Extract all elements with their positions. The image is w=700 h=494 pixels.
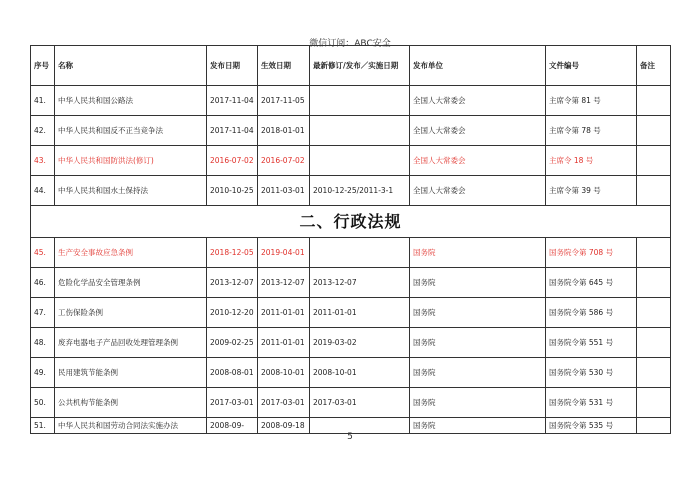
cell-doc-no: 主席令第 78 号 [546, 116, 637, 146]
cell-revised: 2011-01-01 [310, 298, 410, 328]
cell-effective: 2011-01-01 [258, 298, 310, 328]
law-table [30, 45, 671, 434]
col-header-no: 序号 [31, 46, 55, 86]
cell-note [637, 268, 671, 298]
cell-issuer: 国务院 [410, 328, 546, 358]
cell-doc-no: 主席令第 39 号 [546, 176, 637, 206]
cell-revised [310, 116, 410, 146]
cell-publish: 2009-02-25 [207, 328, 258, 358]
cell-note [637, 358, 671, 388]
cell-doc-no: 国务院令第 645 号 [546, 268, 637, 298]
cell-effective: 2017-11-05 [258, 86, 310, 116]
cell-issuer: 全国人大常委会 [410, 176, 546, 206]
col-header-revised-date: 最新修订/发布／实施日期 [310, 46, 410, 86]
cell-note [637, 388, 671, 418]
cell-name: 工伤保险条例 [55, 298, 207, 328]
cell-doc-no: 国务院令第 530 号 [546, 358, 637, 388]
cell-revised: 2013-12-07 [310, 268, 410, 298]
cell-issuer: 全国人大常委会 [410, 146, 546, 176]
cell-no: 47. [31, 298, 55, 328]
cell-name: 中华人民共和国水土保持法 [55, 176, 207, 206]
table-row [31, 328, 671, 358]
cell-publish: 2017-11-04 [207, 86, 258, 116]
cell-name: 公共机构节能条例 [55, 388, 207, 418]
cell-revised [310, 238, 410, 268]
table-row [31, 176, 671, 206]
table-row [31, 298, 671, 328]
cell-issuer: 国务院 [410, 388, 546, 418]
cell-effective: 2019-04-01 [258, 238, 310, 268]
cell-note [637, 86, 671, 116]
cell-issuer: 国务院 [410, 298, 546, 328]
cell-note [637, 116, 671, 146]
section-title: 二、行政法规 [31, 206, 671, 238]
cell-issuer: 国务院 [410, 358, 546, 388]
col-header-effective-date: 生效日期 [258, 46, 310, 86]
table-row [31, 268, 671, 298]
cell-issuer: 国务院 [410, 418, 546, 434]
cell-no: 50. [31, 388, 55, 418]
cell-name: 中华人民共和国反不正当竞争法 [55, 116, 207, 146]
cell-revised: 2019-03-02 [310, 328, 410, 358]
cell-name: 民用建筑节能条例 [55, 358, 207, 388]
cell-no: 46. [31, 268, 55, 298]
cell-name: 中华人民共和国公路法 [55, 86, 207, 116]
cell-no: 42. [31, 116, 55, 146]
cell-publish: 2018-12-05 [207, 238, 258, 268]
col-header-publish-date: 发布日期 [207, 46, 258, 86]
table-row-highlighted [31, 238, 671, 268]
cell-revised [310, 146, 410, 176]
cell-effective: 2011-01-01 [258, 328, 310, 358]
cell-name: 中华人民共和国防洪法(修订) [55, 146, 207, 176]
col-header-doc-no: 文件编号 [546, 46, 637, 86]
cell-effective: 2017-03-01 [258, 388, 310, 418]
cell-revised: 2010-12-25/2011-3-1 [310, 176, 410, 206]
cell-no: 44. [31, 176, 55, 206]
cell-no: 43. [31, 146, 55, 176]
cell-doc-no: 国务院令第 586 号 [546, 298, 637, 328]
cell-publish: 2017-03-01 [207, 388, 258, 418]
cell-no: 41. [31, 86, 55, 116]
cell-note [637, 328, 671, 358]
document-header: 微信订阅：ABC安全 [309, 39, 391, 49]
cell-publish: 2017-11-04 [207, 116, 258, 146]
cell-effective: 2008-10-01 [258, 358, 310, 388]
cell-issuer: 国务院 [410, 268, 546, 298]
cell-note [637, 298, 671, 328]
cell-publish: 2013-12-07 [207, 268, 258, 298]
cell-no: 49. [31, 358, 55, 388]
cell-no: 48. [31, 328, 55, 358]
cell-publish: 2008-09- [207, 418, 258, 434]
cell-effective: 2013-12-07 [258, 268, 310, 298]
col-header-issuer: 发布单位 [410, 46, 546, 86]
cell-issuer: 全国人大常委会 [410, 86, 546, 116]
cell-doc-no: 主席令 18 号 [546, 146, 637, 176]
cell-note [637, 146, 671, 176]
cell-note [637, 176, 671, 206]
cell-name: 废弃电器电子产品回收处理管理条例 [55, 328, 207, 358]
cell-no: 51. [31, 418, 55, 434]
col-header-note: 备注 [637, 46, 671, 86]
cell-issuer: 国务院 [410, 238, 546, 268]
cell-name: 危险化学品安全管理条例 [55, 268, 207, 298]
cell-effective: 2016-07-02 [258, 146, 310, 176]
cell-publish: 2010-12-20 [207, 298, 258, 328]
cell-effective: 2018-01-01 [258, 116, 310, 146]
page-number: 5 [347, 432, 353, 442]
cell-name: 中华人民共和国劳动合同法实施办法 [55, 418, 207, 434]
cell-doc-no: 国务院令第 531 号 [546, 388, 637, 418]
cell-publish: 2016-07-02 [207, 146, 258, 176]
cell-doc-no: 主席令第 81 号 [546, 86, 637, 116]
cell-note [637, 238, 671, 268]
cell-issuer: 全国人大常委会 [410, 116, 546, 146]
cell-revised: 2008-10-01 [310, 358, 410, 388]
cell-name: 生产安全事故应急条例 [55, 238, 207, 268]
cell-effective: 2011-03-01 [258, 176, 310, 206]
cell-revised [310, 86, 410, 116]
table-row [31, 358, 671, 388]
table-row [31, 388, 671, 418]
col-header-name: 名称 [55, 46, 207, 86]
cell-publish: 2010-10-25 [207, 176, 258, 206]
cell-revised: 2017-03-01 [310, 388, 410, 418]
section-heading-row [31, 206, 671, 238]
cell-publish: 2008-08-01 [207, 358, 258, 388]
cell-doc-no: 国务院令第 708 号 [546, 238, 637, 268]
cell-effective: 2008-09-18 [258, 418, 310, 434]
table-row-highlighted [31, 146, 671, 176]
table-row [31, 116, 671, 146]
table-header-row [31, 46, 671, 86]
cell-doc-no: 国务院令第 551 号 [546, 328, 637, 358]
cell-no: 45. [31, 238, 55, 268]
cell-doc-no: 国务院令第 535 号 [546, 418, 637, 434]
table-row [31, 86, 671, 116]
